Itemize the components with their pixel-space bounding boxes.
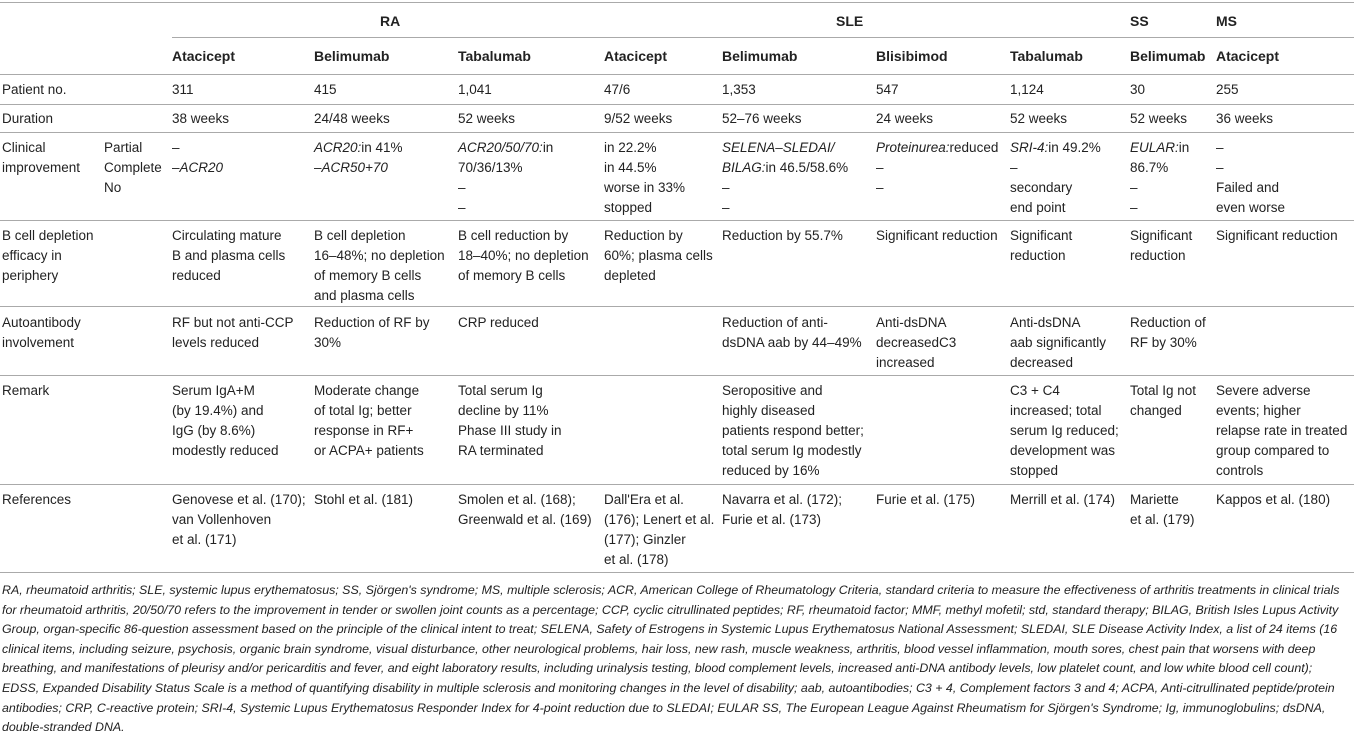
patient-no-cell: 255 (1216, 82, 1239, 97)
table-footnote: RA, rheumatoid arthritis; SLE, systemic lupus erythematosus; SS, Sjörgen's syndrome; MS, multiple sclerosis; ACR, American College of Rheumatology Criteria, standard criteria to measure the effectiveness of arthritis treatments in clinical trials for rheumatoid arthritis, 20/50/70 refers to the improvement in tender or swollen joint counts as a percentage; CCP, cyclic citrullinated peptides; RF, rheumatoid factor; MMF, methyl mofetil; std, standard therapy; BILAG, British Isles Lupus Activity Group, organ-specific 86-question assessment based on the principle of the clinical intent to treat; SELENA, Safety of Estrogens in Systemic Lupus Erythematosus National Assessment; SLEDAI, SLE Disease Activity Index, a list of 24 items (16 clinical items, including seizure, psychosis, organic brain syndrome, visual disturbance, other neurological problems, hair loss, new rash, muscle weakness, arthritis, blood vessel inflammation, mouth sores, chest pain that worsens with deep breathing, and manifestations of pleurisy and/or pericarditis and fever, and eight laboratory results, including urinalysis testing, blood complement levels, increased anti-DNA antibody levels, low platelet count, and low white blood cell count); EDSS, Expanded Disability Status Scale is a method of quantifying disability in multiple sclerosis and monitoring changes in the level of disability; aab, autoantibodies; C3 + 4, Complement factors 3 and 4; ACPA, Anti-citrullinated peptide/protein antibodies; CRP, C-reactive protein; SRI-4, Systemic Lupus Erythematosus Responder Index for 4-point reduction due to SLEDAI; EULAR SS, The European League Against Rheumatism for Sjörgen's Syndrome; Ig, immunoglobulins; dsDNA, double-stranded DNA. (2, 583, 1340, 735)
clinical-cell (1216, 138, 1285, 218)
bcell-cell: Reduction by 60%; plasma cells depleted (604, 228, 713, 283)
duration-cell: 24 weeks (876, 111, 934, 126)
clinical-value: – – (172, 140, 180, 175)
remark-cell: Seropositive and highly diseased patients respond better; total serum Ig modestly reduced by 16% (722, 383, 864, 478)
row-label-clinical-sub: Partial Complete No (104, 140, 162, 195)
group-heading-ra: RA (380, 13, 401, 29)
clinical-cell (1130, 138, 1189, 218)
clinical-cell (604, 138, 685, 218)
bcell-cell: Reduction by 55.7% (722, 228, 843, 243)
references-cell: Mariette et al. (179) (1130, 492, 1195, 527)
references-cell: Dall'Era et al. (176); Lenert et al. (177); Ginzler et al. (178) (604, 492, 715, 567)
duration-cell: 52 weeks (1130, 111, 1188, 126)
drug-header: Belimumab (1130, 48, 1206, 64)
criteria-label: ACR20 (179, 160, 224, 175)
duration-cell: 52 weeks (458, 111, 516, 126)
remark-cell: Serum IgA+M (by 19.4%) and IgG (by 8.6%) modestly reduced (172, 383, 279, 458)
row-rule-7 (0, 572, 1354, 573)
row-rule-2 (0, 132, 1354, 133)
duration-cell: 52 weeks (1010, 111, 1068, 126)
autoantibody-cell: RF but not anti-CCP levels reduced (172, 315, 294, 350)
row-label-remark: Remark (2, 383, 50, 398)
criteria-label: ACR20: (314, 140, 362, 155)
duration-cell: 9/52 weeks (604, 111, 673, 126)
row-label-autoantibody: Autoantibody involvement (2, 315, 81, 350)
row-rule-5 (0, 375, 1354, 376)
references-cell: Merrill et al. (174) (1010, 492, 1116, 507)
references-cell: Navarra et al. (172); Furie et al. (173) (722, 492, 843, 527)
bcell-cell: Significant reduction (876, 228, 998, 243)
duration-cell: 36 weeks (1216, 111, 1274, 126)
clinical-cell (172, 138, 223, 178)
clinical-cell (314, 138, 403, 178)
row-label-clinical: Clinical improvement (2, 140, 81, 175)
drug-header: Belimumab (314, 48, 390, 64)
bcell-cell: B cell depletion 16–48%; no depletion of memory B cells and plasma cells (314, 228, 445, 303)
bcell-cell: Circulating mature B and plasma cells reduced (172, 228, 286, 283)
group-heading-ms: MS (1216, 13, 1237, 29)
autoantibody-cell: Anti-dsDNA decreasedC3 increased (876, 315, 957, 370)
bcell-cell: Significant reduction (1216, 228, 1338, 243)
header-bottom-rule (0, 74, 1354, 75)
duration-cell: 24/48 weeks (314, 111, 390, 126)
remark-cell: Severe adverse events; higher relapse rate in treated group compared to controls (1216, 383, 1348, 478)
remark-cell: Total serum Ig decline by 11% Phase III study in RA terminated (458, 383, 562, 458)
drug-header: Tabalumab (1010, 48, 1083, 64)
remark-cell: C3 + C4 increased; total serum Ig reduced; development was stopped (1010, 383, 1119, 478)
row-rule-1 (0, 104, 1354, 105)
patient-no-cell: 1,353 (722, 82, 756, 97)
drug-header: Atacicept (172, 48, 236, 64)
patient-no-cell: 311 (172, 82, 194, 97)
drug-header: Atacicept (604, 48, 668, 64)
row-label-bcell: B cell depletion efficacy in periphery (2, 228, 94, 283)
duration-cell: 38 weeks (172, 111, 230, 126)
clinical-value: – – Failed and even worse (1216, 140, 1286, 215)
drug-header: Belimumab (722, 48, 798, 64)
row-label-patient-no: Patient no. (2, 82, 67, 97)
clinical-cell (1010, 138, 1101, 218)
criteria-label: Proteinurea: (876, 140, 950, 155)
references-cell: Smolen et al. (168); Greenwald et al. (169) (458, 492, 592, 527)
patient-no-cell: 47/6 (604, 82, 631, 97)
criteria-label: SRI-4: (1010, 140, 1049, 155)
autoantibody-cell: Reduction of RF by 30% (1130, 315, 1206, 350)
clinical-value: in 22.2% in 44.5% worse in 33% stopped (604, 140, 686, 215)
ms-group-rule (1216, 37, 1354, 38)
clinical-value: in 86.7% – – (1130, 140, 1190, 215)
drug-header: Tabalumab (458, 48, 531, 64)
clinical-value: in 70/36/13% – – (458, 140, 554, 215)
drug-header: Blisibimod (876, 48, 948, 64)
remark-cell: Moderate change of total Ig; better response in RF+ or ACPA+ patients (314, 383, 424, 458)
references-cell: Furie et al. (175) (876, 492, 976, 507)
row-rule-6 (0, 484, 1354, 485)
remark-cell: Total Ig not changed (1130, 383, 1197, 418)
group-heading-ss: SS (1130, 13, 1149, 29)
criteria-label: EULAR: (1130, 140, 1179, 155)
clinical-cell (458, 138, 553, 218)
patient-no-cell: 1,041 (458, 82, 492, 97)
clinical-cell (722, 138, 848, 218)
row-label-duration: Duration (2, 111, 54, 126)
criteria-label: ACR20/50/70: (458, 140, 543, 155)
references-cell: Stohl et al. (181) (314, 492, 414, 507)
autoantibody-cell: CRP reduced (458, 315, 539, 330)
criteria-label: SELENA–SLEDAI/ BILAG: (722, 140, 835, 175)
row-rule-3 (0, 220, 1354, 221)
row-rule-4 (0, 306, 1354, 307)
table-top-rule (0, 2, 1354, 3)
bcell-cell: B cell reduction by 18–40%; no depletion of memory B cells (458, 228, 589, 283)
criteria-label: ACR50+70 (321, 160, 388, 175)
bcell-cell: Significant reduction (1130, 228, 1193, 263)
autoantibody-cell: Reduction of RF by 30% (314, 315, 430, 350)
patient-no-cell: 1,124 (1010, 82, 1044, 97)
autoantibody-cell: Anti-dsDNA aab significantly decreased (1010, 315, 1107, 370)
clinical-cell (876, 138, 998, 198)
references-cell: Genovese et al. (170); van Vollenhoven et al. (171) (172, 492, 306, 547)
patient-no-cell: 547 (876, 82, 899, 97)
autoantibody-cell: Reduction of anti- dsDNA aab by 44–49% (722, 315, 862, 350)
clinical-value: in 49.2% – secondary end point (1010, 140, 1101, 215)
patient-no-cell: 30 (1130, 82, 1146, 97)
references-cell: Kappos et al. (180) (1216, 492, 1331, 507)
bcell-cell: Significant reduction (1010, 228, 1073, 263)
drug-header: Atacicept (1216, 48, 1280, 64)
ss-group-rule (1130, 37, 1206, 38)
clinical-value: in 46.5/58.6% – – (722, 160, 849, 215)
row-label-references: References (2, 492, 72, 507)
duration-cell: 52–76 weeks (722, 111, 802, 126)
clinical-value: in 41% – (314, 140, 403, 175)
clinical-value: reduced – – (876, 140, 999, 195)
group-heading-sle: SLE (836, 13, 864, 29)
patient-no-cell: 415 (314, 82, 337, 97)
